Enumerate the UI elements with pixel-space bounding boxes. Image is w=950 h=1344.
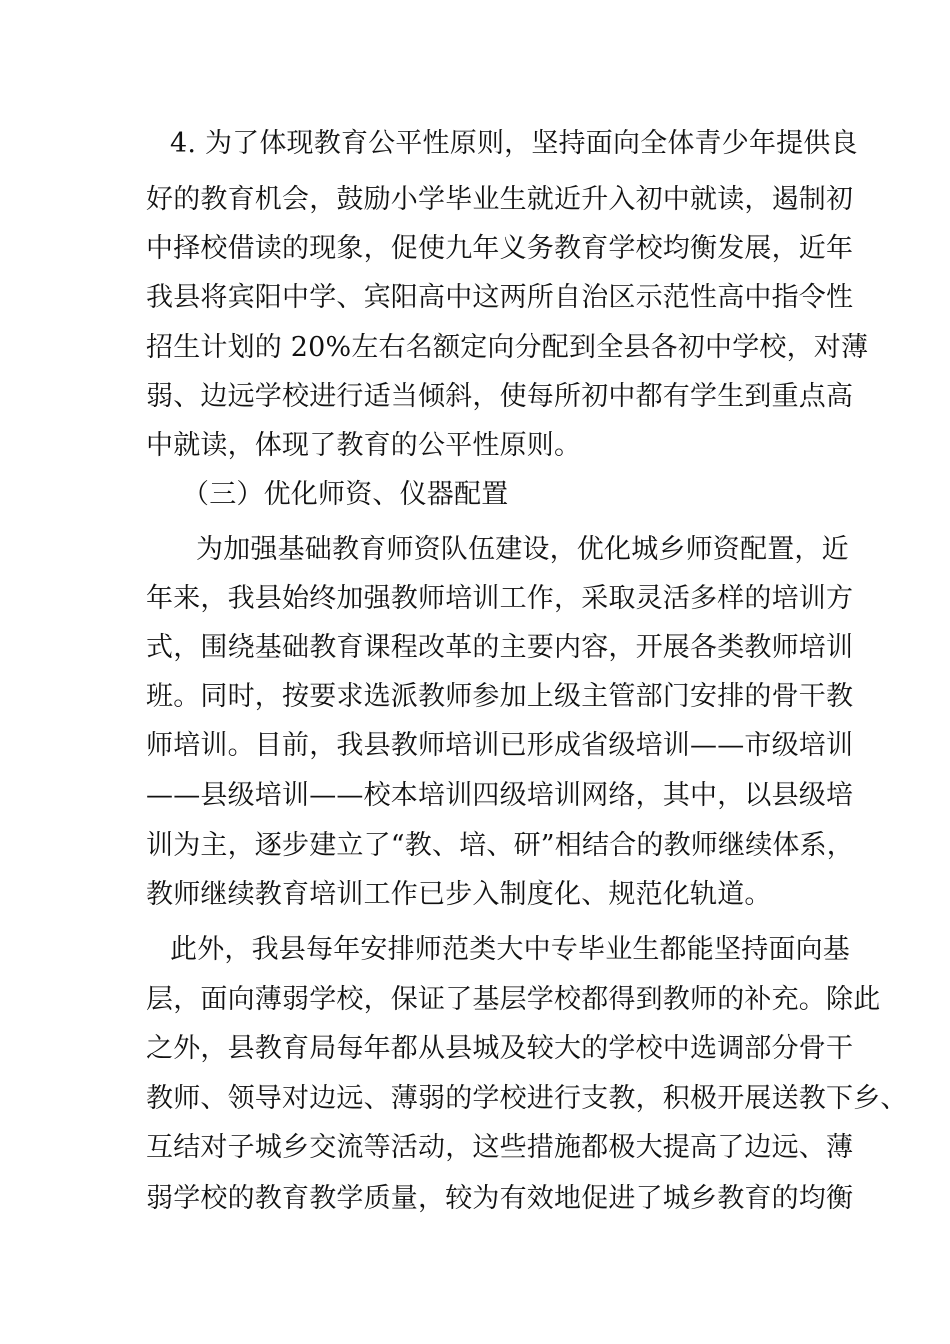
- paragraph-line: 之外，县教育局每年都从县城及较大的学校中选调部分骨干: [146, 1033, 854, 1064]
- paragraph-line: 我县将宾阳中学、宾阳高中这两所自治区示范性高中指令性: [146, 282, 854, 313]
- paragraph-line: 训为主，逐步建立了“教、培、研”相结合的教师继续体系，: [146, 830, 855, 861]
- paragraph-line: 互结对子城乡交流等活动，这些措施都极大提高了边远、薄: [146, 1132, 854, 1163]
- paragraph-line: 好的教育机会，鼓励小学毕业生就近升入初中就读，遏制初: [146, 184, 854, 215]
- paragraph-line: 年来，我县始终加强教师培训工作，采取灵活多样的培训方: [146, 583, 854, 614]
- paragraph-line: 层，面向薄弱学校，保证了基层学校都得到教师的补充。除此: [146, 984, 881, 1015]
- paragraph-line: 弱学校的教育教学质量，较为有效地促进了城乡教育的均衡: [146, 1183, 854, 1214]
- paragraph-line: 师培训。目前，我县教师培训已形成省级培训——市级培训: [146, 730, 854, 761]
- paragraph-line: 中就读，体现了教育的公平性原则。: [146, 430, 582, 461]
- paragraph-line: 此外，我县每年安排师范类大中专毕业生都能坚持面向基: [170, 934, 850, 965]
- paragraph-line: 弱、边远学校进行适当倾斜，使每所初中都有学生到重点高: [146, 381, 854, 412]
- paragraph-line: 4. 为了体现教育公平性原则，坚持面向全体青少年提供良: [170, 128, 858, 159]
- paragraph-line: 教师、领导对边远、薄弱的学校进行支教，积极开展送教下乡、: [146, 1083, 908, 1114]
- paragraph-line: 式，围绕基础教育课程改革的主要内容，开展各类教师培训: [146, 632, 854, 663]
- paragraph-line: 招生计划的 20%左右名额定向分配到全县各初中学校，对薄: [146, 332, 869, 363]
- section-heading: （三）优化师资、仪器配置: [182, 479, 509, 510]
- paragraph-line: ——县级培训——校本培训四级培训网络，其中，以县级培: [146, 780, 854, 811]
- paragraph-line: 为加强基础教育师资队伍建设，优化城乡师资配置，近: [196, 534, 849, 565]
- paragraph-line: 中择校借读的现象，促使九年义务教育学校均衡发展，近年: [146, 233, 854, 264]
- paragraph-line: 班。同时，按要求选派教师参加上级主管部门安排的骨干教: [146, 681, 854, 712]
- paragraph-line: 教师继续教育培训工作已步入制度化、规范化轨道。: [146, 879, 772, 910]
